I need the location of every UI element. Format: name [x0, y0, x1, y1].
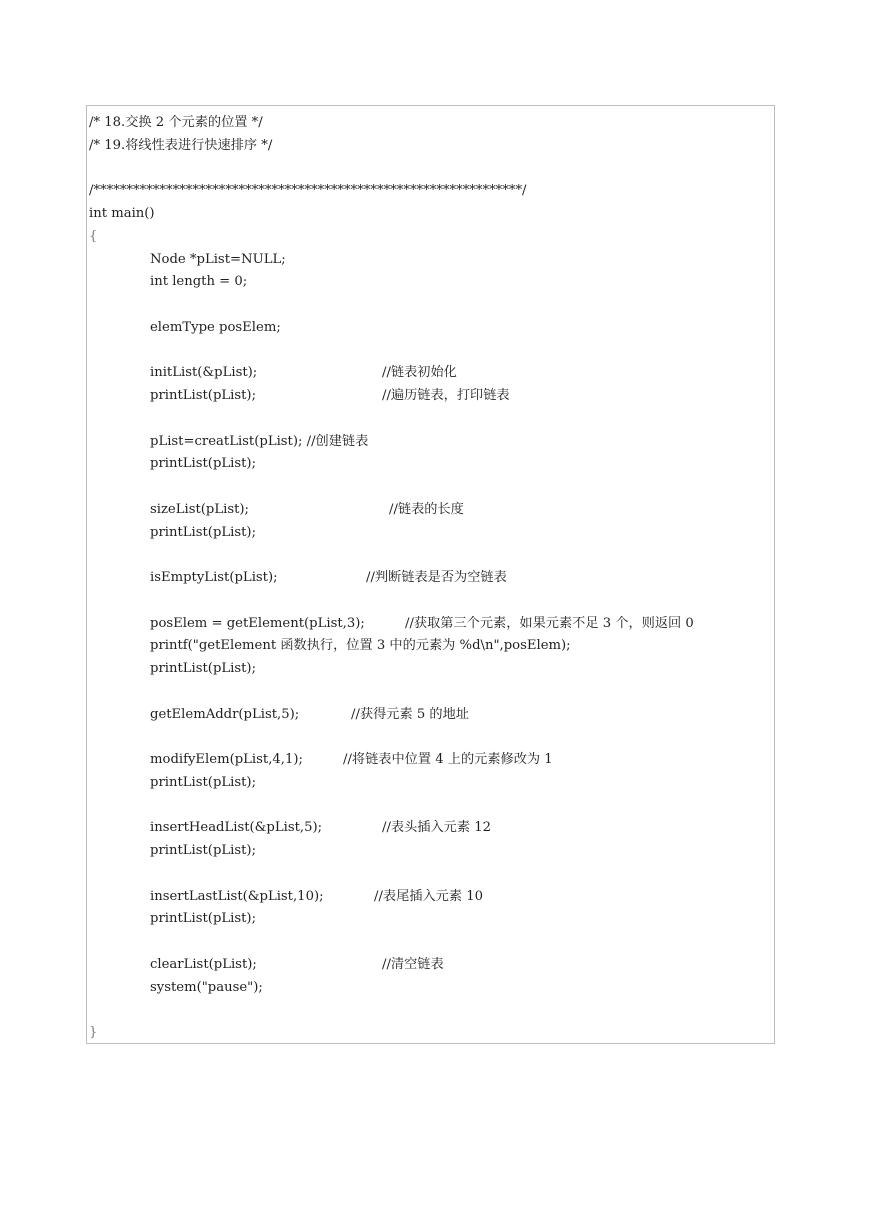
code-text: getElemAddr(pList,5); [150, 706, 300, 722]
code-line [89, 999, 774, 1022]
code-line [89, 817, 774, 840]
code-text: /* 19.将线性表进行快速排序 */ [89, 137, 273, 153]
code-line [89, 908, 774, 931]
code-text: insertLastList(&pList,10); [150, 888, 324, 904]
code-line [89, 203, 774, 226]
code-text: sizeList(pList); [150, 501, 249, 517]
code-line [89, 681, 774, 704]
code-comment: //获取第三个元素，如果元素不足 3 个，则返回 0 [405, 615, 694, 631]
code-text: int main() [89, 206, 155, 221]
code-line [89, 294, 774, 317]
code-line [89, 544, 774, 567]
code-text: modifyElem(pList,4,1); [150, 752, 303, 767]
code-line [89, 431, 774, 454]
code-line [89, 249, 774, 272]
code-comment: //表头插入元素 12 [382, 820, 491, 836]
code-text: } [89, 1025, 98, 1040]
code-line [89, 408, 774, 431]
code-text: printList(pList); [150, 388, 257, 403]
code-text: clearList(pList); [150, 956, 257, 972]
code-comment: //遍历链表，打印链表 [382, 388, 510, 403]
code-text: system("pause"); [150, 979, 263, 995]
code-line [89, 840, 774, 863]
code-text: initList(&pList); [150, 365, 258, 381]
code-text: printList(pList); [150, 911, 257, 927]
code-line [89, 590, 774, 613]
code-line [89, 158, 774, 181]
code-line [89, 362, 774, 385]
code-line [89, 1022, 774, 1045]
code-text: /*****************************************************************/ [89, 183, 527, 199]
code-block [86, 105, 775, 1044]
code-line [89, 613, 774, 636]
code-text: printf("getElement 函数执行，位置 3 中的元素为 %d\n",posElem); [150, 638, 571, 654]
code-lines [89, 112, 774, 1045]
code-line [89, 317, 774, 340]
code-line [89, 954, 774, 977]
code-line [89, 135, 774, 158]
code-line [89, 271, 774, 294]
code-text: posElem = getElement(pList,3); [150, 615, 365, 631]
code-text: pList=creatList(pList); //创建链表 [150, 433, 369, 449]
code-text: Node *pList=NULL; [150, 251, 286, 267]
code-line [89, 658, 774, 681]
code-text: int length = 0; [150, 274, 248, 290]
code-line [89, 522, 774, 545]
code-line [89, 977, 774, 1000]
code-line [89, 499, 774, 522]
code-text: printList(pList); [150, 774, 257, 790]
code-line [89, 931, 774, 954]
code-line [89, 635, 774, 658]
code-text: printList(pList); [150, 843, 257, 858]
code-line [89, 726, 774, 749]
code-comment: //清空链表 [382, 956, 444, 972]
code-text: { [89, 228, 98, 244]
code-comment: //判断链表是否为空链表 [366, 570, 507, 585]
code-comment: //链表初始化 [382, 365, 457, 381]
code-line [89, 226, 774, 249]
code-comment: //链表的长度 [389, 501, 464, 517]
code-text: /* 18.交换 2 个元素的位置 */ [89, 115, 263, 130]
code-line [89, 567, 774, 590]
code-line [89, 340, 774, 363]
code-text: printList(pList); [150, 456, 257, 472]
code-comment: //获得元素 5 的地址 [351, 706, 469, 722]
code-text: insertHeadList(&pList,5); [150, 820, 323, 836]
code-line [89, 453, 774, 476]
code-line [89, 385, 774, 408]
code-text: isEmptyList(pList); [150, 570, 278, 585]
code-comment: //将链表中位置 4 上的元素修改为 1 [343, 752, 553, 767]
code-line [89, 704, 774, 727]
code-line [89, 886, 774, 909]
code-text: printList(pList); [150, 524, 257, 540]
code-line [89, 476, 774, 499]
code-line [89, 112, 774, 135]
code-line [89, 180, 774, 203]
code-line [89, 749, 774, 772]
code-line [89, 772, 774, 795]
code-line [89, 795, 774, 818]
code-text: elemType posElem; [150, 319, 281, 335]
code-comment: //表尾插入元素 10 [374, 888, 483, 904]
code-line [89, 863, 774, 886]
code-text: printList(pList); [150, 661, 257, 676]
